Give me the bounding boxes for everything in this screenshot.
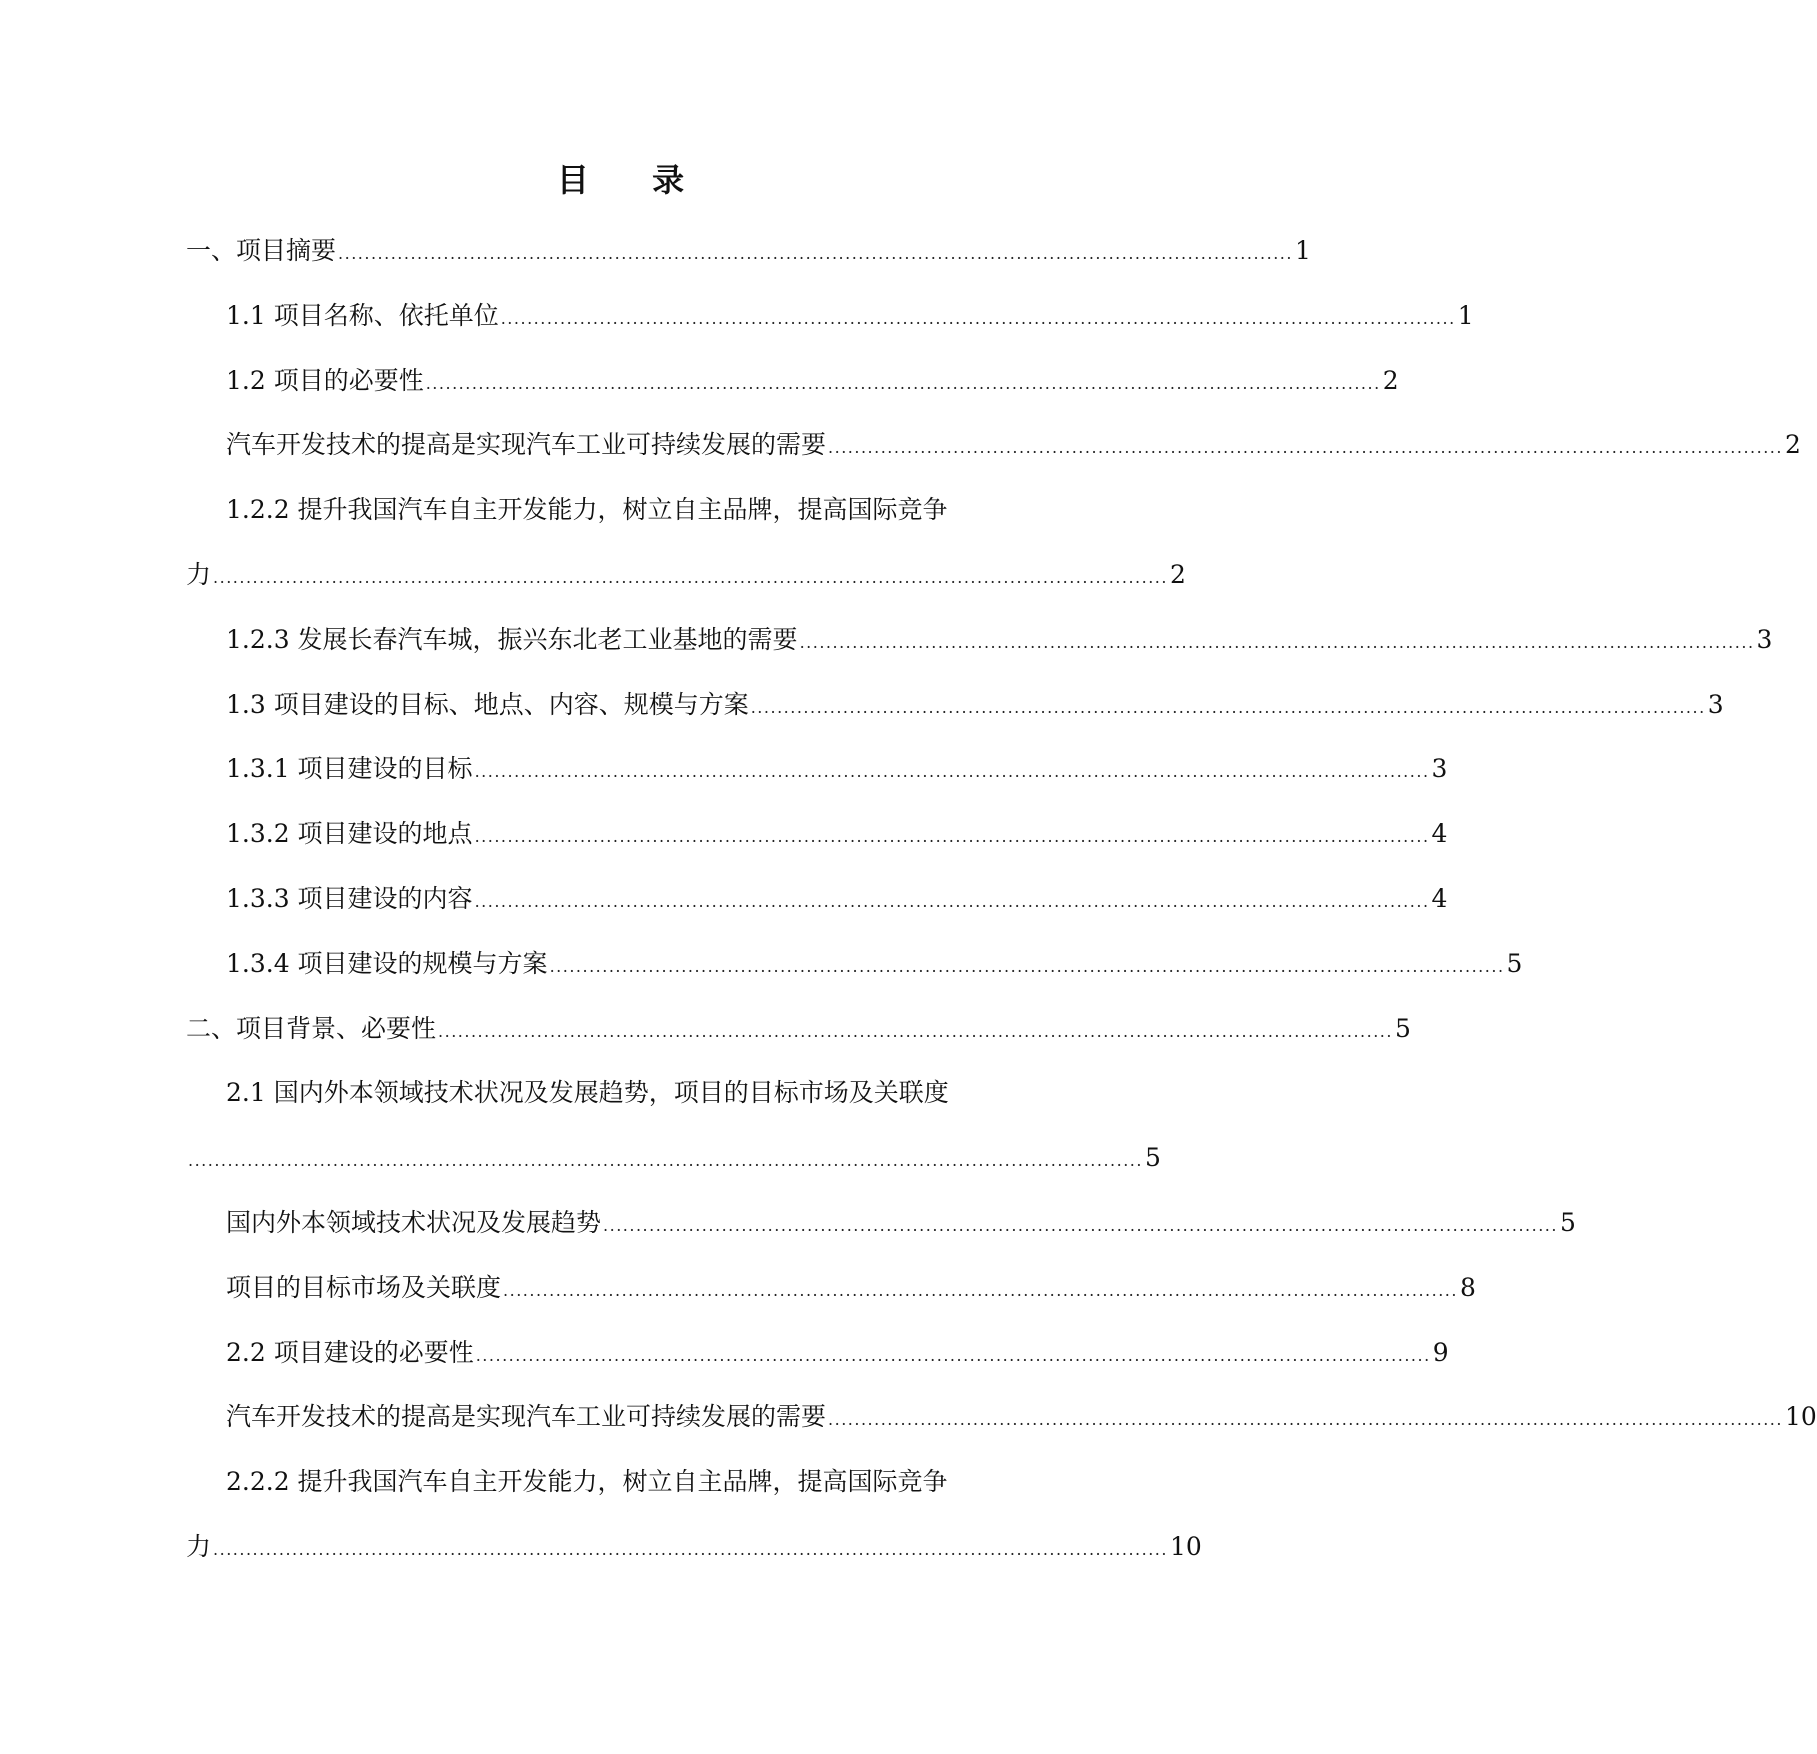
- toc-page-number: 2: [1784, 430, 1801, 459]
- toc-leader: .................................................................................................................................................: [213, 568, 1168, 587]
- toc-leader: .................................................................................................................................................: [603, 1216, 1558, 1235]
- toc-entry-continuation[interactable]: [186, 1527, 1202, 1567]
- toc-entry-text: 1.1 项目名称、依托单位: [226, 301, 499, 330]
- toc-page-number: 3: [1707, 690, 1724, 719]
- toc-entry-first-line[interactable]: [226, 490, 1056, 530]
- toc-entry[interactable]: [226, 1203, 1576, 1243]
- toc-page-number: 1: [1294, 236, 1311, 265]
- toc-entry-continuation[interactable]: [186, 1138, 1161, 1178]
- toc-page-number: 5: [1144, 1143, 1161, 1172]
- toc-page-number: 10: [1784, 1402, 1817, 1431]
- toc-leader: .................................................................................................................................................: [474, 892, 1430, 911]
- toc-entry-text: 2.2.2 提升我国汽车自主开发能力，树立自主品牌，提高国际竞争: [226, 1467, 948, 1496]
- toc-page-number: 1: [1457, 301, 1474, 330]
- toc-entry-text: 1.3.3 项目建设的内容: [226, 884, 473, 913]
- toc-page-number: 2: [1169, 560, 1186, 589]
- toc-entry[interactable]: [226, 1397, 1817, 1437]
- toc-leader: .................................................................................................................................................: [828, 438, 1783, 457]
- toc-entry-text: 汽车开发技术的提高是实现汽车工业可持续发展的需要: [226, 430, 827, 459]
- toc-leader: .................................................................................................................................................: [503, 1281, 1458, 1300]
- toc-entry-text: 项目的目标市场及关联度: [226, 1273, 502, 1302]
- toc-leader: .................................................................................................................................................: [500, 309, 1456, 328]
- toc-entry-text: 1.3.2 项目建设的地点: [226, 819, 473, 848]
- toc-entry-text: 一、项目摘要: [186, 236, 337, 265]
- toc-leader: .................................................................................................................................................: [425, 374, 1381, 393]
- toc-entry[interactable]: [226, 879, 1448, 919]
- toc-entry-text: 1.3 项目建设的目标、地点、内容、规模与方案: [226, 690, 749, 719]
- toc-entry[interactable]: [226, 425, 1801, 465]
- toc-entry[interactable]: [226, 1268, 1476, 1308]
- toc-entry[interactable]: [226, 814, 1448, 854]
- toc-entry[interactable]: [226, 361, 1399, 401]
- toc-entry[interactable]: [226, 944, 1523, 984]
- toc-page-number: 5: [1394, 1014, 1411, 1043]
- toc-page-number: 2: [1382, 366, 1399, 395]
- toc-page-number: 4: [1431, 819, 1448, 848]
- toc-entry-text: 1.3.1 项目建设的目标: [226, 754, 473, 783]
- toc-entry-continuation[interactable]: [186, 555, 1186, 595]
- toc-page-number: 10: [1169, 1532, 1202, 1561]
- toc-leader: .................................................................................................................................................: [188, 1151, 1143, 1170]
- toc-leader: .................................................................................................................................................: [475, 1346, 1431, 1365]
- toc-page-number: 3: [1431, 754, 1448, 783]
- toc-entry-text: 1.2.2 提升我国汽车自主开发能力，树立自主品牌，提高国际竞争: [226, 495, 948, 524]
- toc-leader: .................................................................................................................................................: [828, 1410, 1783, 1429]
- toc-leader: .................................................................................................................................................: [474, 762, 1430, 781]
- toc-entry-first-line[interactable]: [226, 1462, 1056, 1502]
- toc-entry-text: 国内外本领域技术状况及发展趋势: [226, 1208, 602, 1237]
- toc-entry[interactable]: [186, 1009, 1411, 1049]
- toc-entry-text: 1.3.4 项目建设的规模与方案: [226, 949, 548, 978]
- toc-entry-text-continuation: 力: [186, 1532, 212, 1561]
- toc-entry-text: 1.2 项目的必要性: [226, 366, 424, 395]
- toc-leader: .................................................................................................................................................: [213, 1540, 1168, 1559]
- toc-page-number: 9: [1432, 1338, 1449, 1367]
- toc-entry-text: 汽车开发技术的提高是实现汽车工业可持续发展的需要: [226, 1402, 827, 1431]
- toc-entry-text: 二、项目背景、必要性: [186, 1014, 437, 1043]
- toc-title: 目 录: [556, 161, 711, 199]
- toc-entry-text: 1.2.3 发展长春汽车城，振兴东北老工业基地的需要: [226, 625, 798, 654]
- toc-page-number: 4: [1431, 884, 1448, 913]
- toc-entry-text-continuation: 力: [186, 560, 212, 589]
- toc-page-number: 8: [1459, 1273, 1476, 1302]
- toc-leader: .................................................................................................................................................: [338, 244, 1293, 263]
- toc-entry[interactable]: [226, 296, 1474, 336]
- toc-entry[interactable]: [226, 1333, 1449, 1373]
- toc-leader: .................................................................................................................................................: [438, 1022, 1393, 1041]
- toc-entry-text: 2.2 项目建设的必要性: [226, 1338, 474, 1367]
- toc-entry[interactable]: [226, 685, 1724, 725]
- toc-page-number: 5: [1559, 1208, 1576, 1237]
- toc-entry[interactable]: [226, 749, 1448, 789]
- toc-entry[interactable]: [226, 620, 1773, 660]
- toc-entry-first-line[interactable]: [226, 1073, 1056, 1113]
- toc-leader: .................................................................................................................................................: [474, 827, 1430, 846]
- toc-page-number: 3: [1756, 625, 1773, 654]
- toc-page-number: 5: [1506, 949, 1523, 978]
- toc-leader: .................................................................................................................................................: [799, 633, 1755, 652]
- toc-entry-text: 2.1 国内外本领域技术状况及发展趋势，项目的目标市场及关联度: [226, 1078, 949, 1107]
- toc-leader: .................................................................................................................................................: [750, 698, 1706, 717]
- toc-entry[interactable]: [186, 231, 1311, 271]
- toc-leader: .................................................................................................................................................: [549, 957, 1505, 976]
